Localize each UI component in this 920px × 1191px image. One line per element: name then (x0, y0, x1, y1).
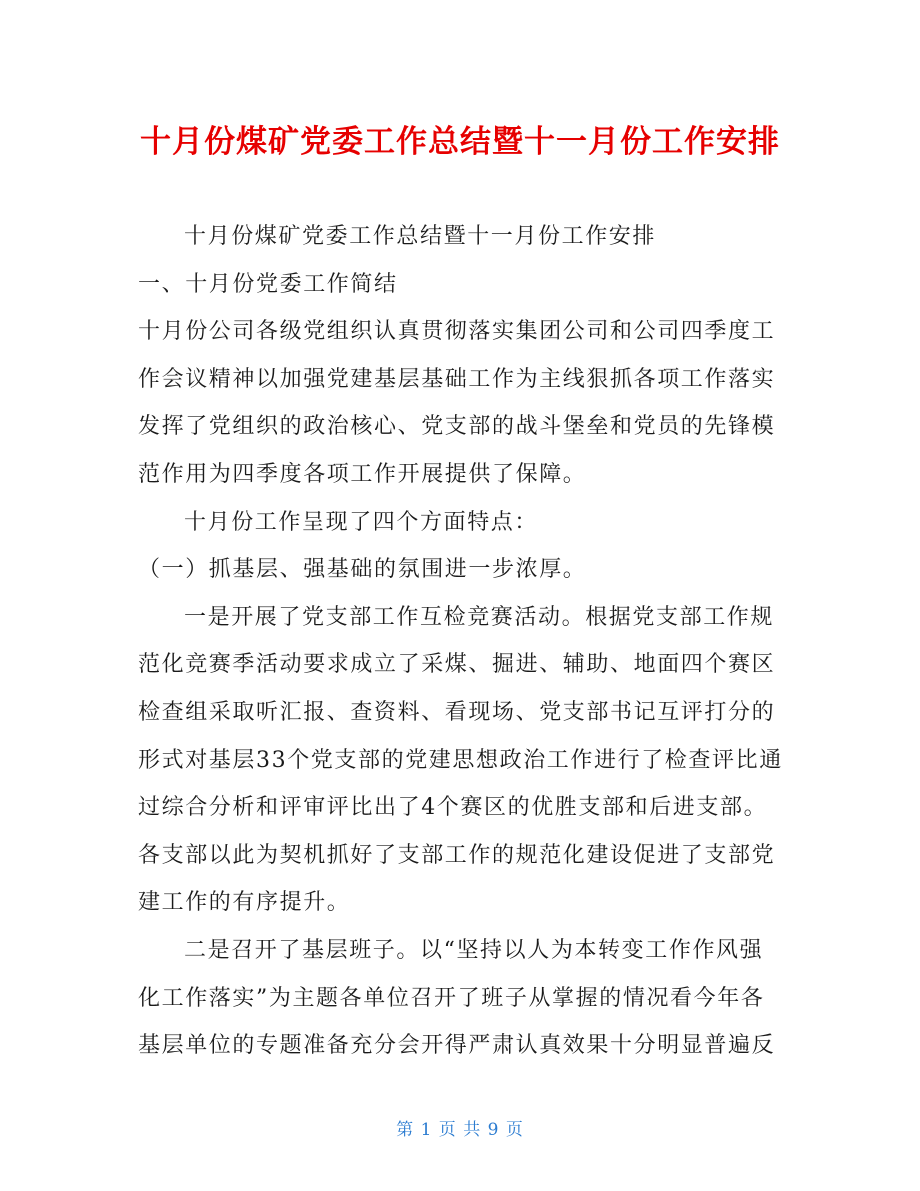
paragraph-line: 二是召开了基层班子。以“坚持以人为本转变工作作风强 (184, 937, 764, 963)
paragraph-line: 十月份公司各级党组织认真贯彻落实集团公司和公司四季度工 (138, 319, 776, 345)
paragraph-line: 检查组采取听汇报、查资料、看现场、党支部书记互评打分的 (138, 699, 776, 725)
paragraph-line: 十月份工作呈现了四个方面特点： (184, 509, 539, 535)
paragraph-line: 一是开展了党支部工作互检竞赛活动。根据党支部工作规 (184, 604, 775, 630)
paragraph-line: 范化竞赛季活动要求成立了采煤、掘进、辅助、地面四个赛区 (138, 652, 776, 678)
paragraph-line: 基层单位的专题准备充分会开得严肃认真效果十分明显普遍反 (138, 1033, 776, 1059)
paragraph-line: 过综合分析和评审评比出了4个赛区的优胜支部和后进支部。 (138, 795, 768, 821)
subsection-heading: （一）抓基层、强基础的氛围进一步浓厚。 (138, 557, 587, 583)
document-title: 十月份煤矿党委工作总结暨十一月份工作安排 (140, 124, 780, 160)
paragraph-line: 发挥了党组织的政治核心、党支部的战斗堡垒和党员的先锋模 (138, 414, 776, 440)
section-heading: 一、十月份党委工作简结 (138, 271, 398, 297)
paragraph-line: 化工作落实”为主题各单位召开了班子从掌握的情况看今年各 (138, 985, 765, 1011)
paragraph-line: 各支部以此为契机抓好了支部工作的规范化建设促进了支部党 (138, 842, 776, 868)
subtitle-line: 十月份煤矿党委工作总结暨十一月份工作安排 (184, 224, 657, 249)
page-number-footer: 第 1 页 共 9 页 (396, 1120, 524, 1140)
paragraph-line: 形式对基层33个党支部的党建思想政治工作进行了检查评比通 (138, 747, 783, 773)
paragraph-line: 建工作的有序提升。 (138, 890, 351, 916)
paragraph-line: 范作用为四季度各项工作开展提供了保障。 (138, 461, 587, 487)
paragraph-line: 作会议精神以加强党建基层基础工作为主线狠抓各项工作落实 (138, 366, 776, 392)
document-body (138, 213, 793, 1070)
